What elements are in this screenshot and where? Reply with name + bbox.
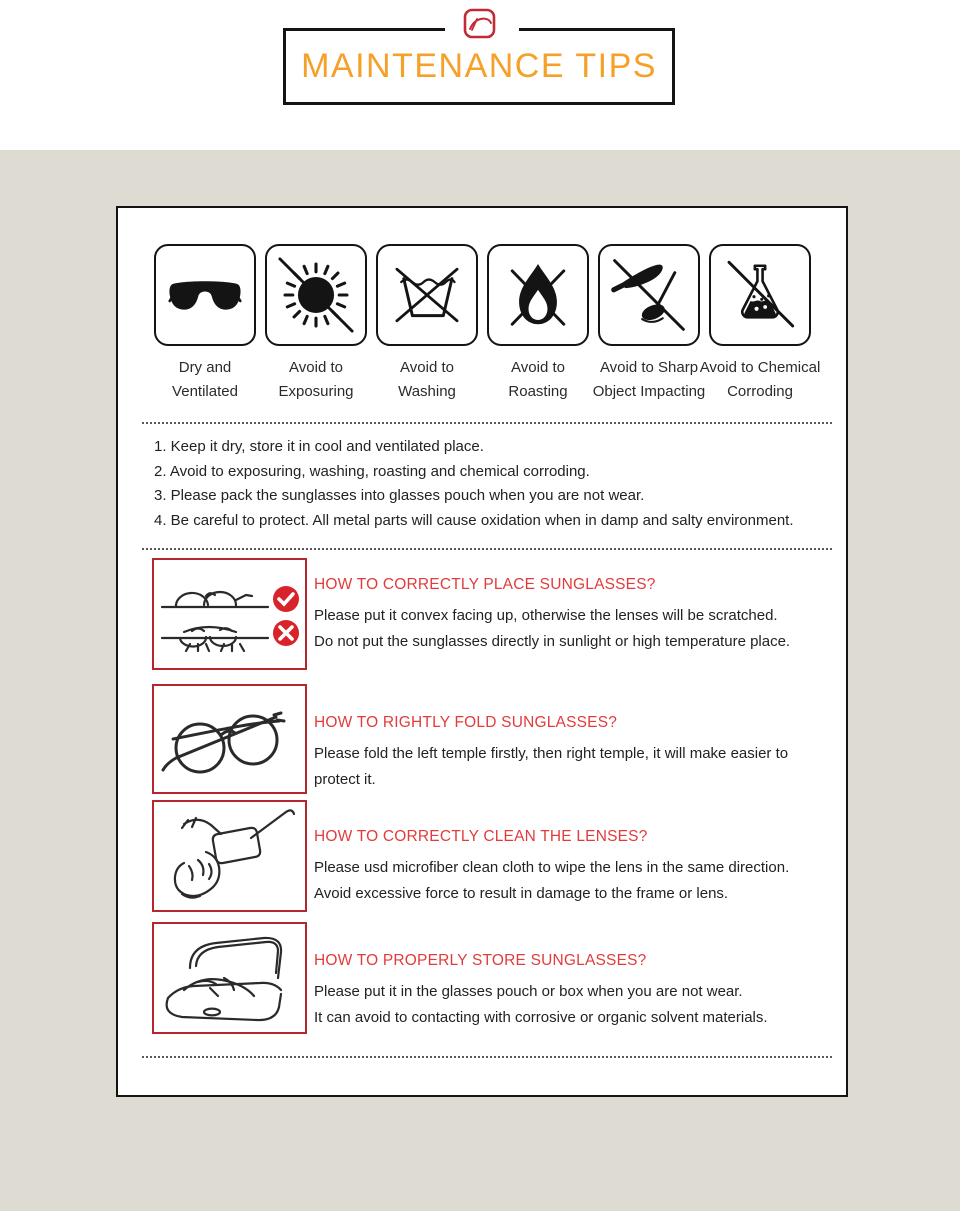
care-rule: 3. Please pack the sunglasses into glasses pouch when you are not wear. (154, 487, 645, 505)
place-sunglasses-section (314, 576, 834, 655)
section-text-line: Do not put the sunglasses directly in sunlight or high temperature place. (314, 633, 791, 650)
care-symbol-frame (487, 244, 589, 346)
care-symbol-frame (265, 244, 367, 346)
place-sunglasses-frame (152, 558, 307, 670)
care-symbol-frame (154, 244, 256, 346)
care-label-line: Avoid to Chemical (699, 359, 821, 376)
fold-glasses-frame (152, 684, 307, 794)
section-heading: HOW TO PROPERLY STORE SUNGLASSES? (314, 952, 647, 969)
section-text-line: Please fold the left temple firstly, then right temple, it will make easier to protect it. (314, 745, 789, 788)
store-case-illustration (154, 924, 305, 1032)
care-label-line: Roasting (508, 383, 568, 400)
fold-glasses-illustration (154, 686, 305, 792)
section-text-line: It can avoid to contacting with corrosive or organic solvent materials. (314, 1009, 768, 1026)
care-symbol-frame (376, 244, 478, 346)
care-label-line: Avoid to (400, 359, 454, 376)
dotted-divider (142, 422, 832, 424)
section-text-line: Please put it in the glasses pouch or box when you are not wear. (314, 983, 743, 1000)
dotted-divider (142, 1056, 832, 1058)
care-item-dry (154, 244, 256, 400)
care-item-washing (376, 244, 478, 400)
store-case-section (314, 952, 834, 1031)
care-label (693, 356, 827, 404)
care-label-line: Object Impacting (592, 383, 706, 400)
care-rule: 2. Avoid to exposuring, washing, roasting and chemical corroding. (154, 462, 590, 480)
clean-lenses-frame (152, 800, 307, 912)
care-rule: 1. Keep it dry, store it in cool and ventilated place. (154, 438, 484, 455)
care-label-line: Ventilated (172, 383, 238, 400)
no-chemical-icon (717, 252, 803, 338)
no-roasting-icon (495, 252, 581, 338)
glasses-case-icon (462, 6, 497, 40)
section-text-line: Avoid excessive force to result in damage to the frame or lens. (314, 885, 729, 902)
fold-glasses-section (314, 714, 834, 793)
section-text-line: Please put it convex facing up, otherwise the lenses will be scratched. (314, 607, 778, 624)
section-text-line: Please usd microfiber clean cloth to wipe the lens in the same direction. (314, 859, 790, 876)
no-washing-icon (384, 252, 470, 338)
care-symbol-frame (709, 244, 811, 346)
care-symbol-frame (598, 244, 700, 346)
care-label-line: Corroding (727, 383, 793, 400)
section-heading: HOW TO CORRECTLY CLEAN THE LENSES? (314, 828, 648, 845)
care-label-line: Avoid to (289, 359, 343, 376)
header-band (0, 0, 960, 150)
care-item-sharp-objects (592, 244, 706, 400)
care-item-roasting (487, 244, 589, 400)
no-sharp-object-icon (606, 252, 692, 338)
care-item-exposure (265, 244, 367, 400)
place-sunglasses-illustration (154, 560, 305, 668)
care-label-line: Avoid to (511, 359, 565, 376)
care-rule: 4. Be careful to protect. All metal parts will cause oxidation when in damp and salty environment. (154, 512, 794, 530)
care-card (116, 206, 848, 1097)
clean-lenses-section (314, 828, 834, 907)
clean-lenses-illustration (154, 802, 305, 910)
care-item-chemicals (699, 244, 821, 400)
store-case-frame (152, 922, 307, 1034)
care-label-line: Avoid to Sharp (599, 359, 699, 376)
page-title: MAINTENANCE TIPS (301, 47, 657, 85)
care-label-line: Washing (398, 383, 456, 400)
sunglasses-icon (162, 252, 248, 338)
no-sun-exposure-icon (273, 252, 359, 338)
care-label-line: Dry and (178, 359, 232, 376)
dotted-divider (142, 548, 832, 550)
section-heading: HOW TO CORRECTLY PLACE SUNGLASSES? (314, 576, 656, 593)
section-heading: HOW TO RIGHTLY FOLD SUNGLASSES? (314, 714, 618, 731)
care-label-line: Exposuring (278, 383, 354, 400)
care-rules-list (154, 435, 834, 534)
